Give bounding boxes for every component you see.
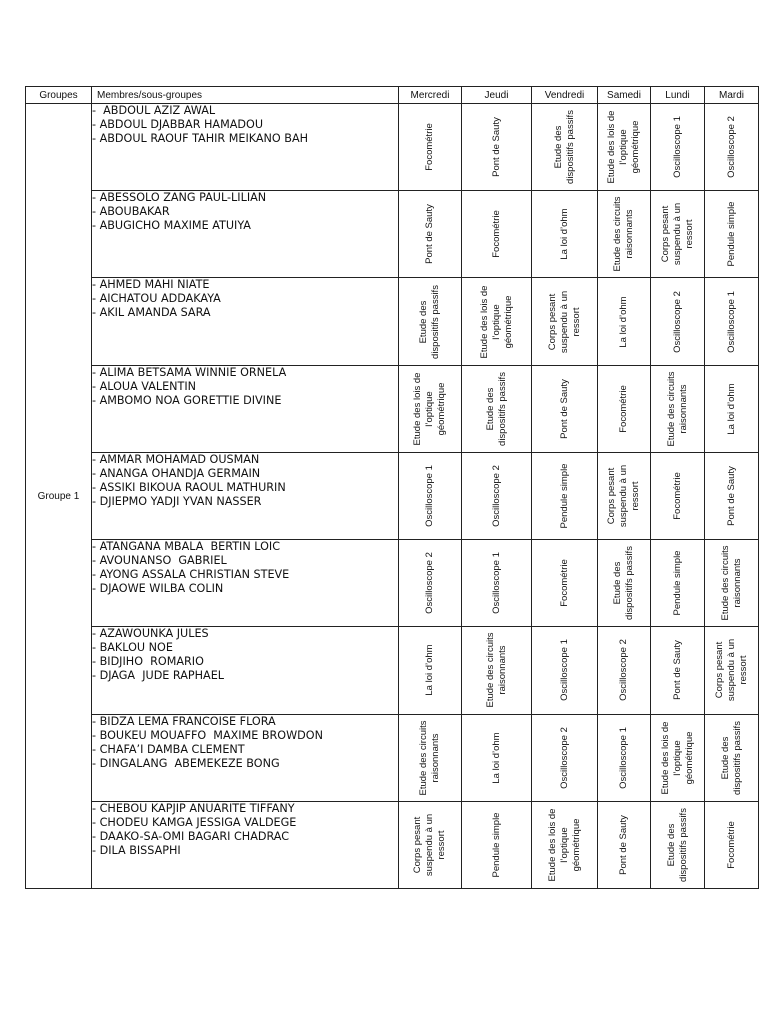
activity-cell bbox=[651, 714, 705, 801]
activity-label: Oscilloscope 2 bbox=[618, 639, 629, 702]
table-row bbox=[26, 452, 759, 539]
activity-label: La loi d’ohm bbox=[725, 383, 737, 435]
members-cell bbox=[92, 801, 399, 888]
table-row bbox=[26, 801, 759, 888]
activity-label: Etude des lois de l’optique géométrique bbox=[412, 372, 447, 446]
member-name: - AVOUNANSO GABRIEL bbox=[92, 554, 227, 568]
activity-label: Oscilloscope 1 bbox=[618, 726, 629, 789]
activity-label: Oscilloscope 1 bbox=[671, 116, 683, 178]
activity-label: Focométrie bbox=[424, 123, 435, 171]
activity-label: Etude des circuits raisonnants bbox=[719, 545, 743, 621]
activity-label: Etude des dispositifs passifs bbox=[665, 807, 689, 882]
table-row bbox=[26, 365, 759, 452]
header-day: Mardi bbox=[705, 87, 759, 104]
activity-label: Focométrie bbox=[490, 210, 502, 259]
activity-cell bbox=[598, 191, 651, 278]
activity-cell bbox=[651, 627, 705, 714]
member-name: - DJIEPMO YADJI YVAN NASSER bbox=[92, 494, 262, 508]
member-name: - ASSIKI BIKOUA RAOUL MATHURIN bbox=[92, 480, 286, 494]
activity-cell bbox=[532, 801, 598, 888]
activity-label: Oscilloscope 1 bbox=[424, 465, 435, 527]
activity-label: Pont de Sauty bbox=[424, 204, 435, 265]
member-name: - BIDZA LEMA FRANCOISE FLORA bbox=[92, 714, 276, 728]
activity-cell bbox=[462, 104, 532, 191]
activity-label: Etude des circuits raisonnants bbox=[612, 196, 635, 272]
activity-label: Oscilloscope 2 bbox=[725, 116, 737, 178]
group-label: Groupe 1 bbox=[26, 104, 92, 889]
activity-cell bbox=[705, 191, 759, 278]
activity-cell bbox=[598, 714, 651, 801]
member-name: - AICHATOU ADDAKAYA bbox=[92, 292, 221, 306]
activity-cell bbox=[399, 627, 462, 714]
table-row bbox=[26, 714, 759, 801]
activity-label: Etude des lois de l’optique géométrique bbox=[478, 285, 514, 358]
activity-label: Corps pesant suspendu à un ressort bbox=[546, 290, 582, 353]
activity-cell bbox=[598, 365, 651, 452]
activity-cell bbox=[532, 714, 598, 801]
activity-label: Corps pesant suspendu à un ressort bbox=[713, 639, 749, 702]
member-name: - AMBOMO NOA GORETTIE DIVINE bbox=[92, 393, 282, 407]
activity-label: Etude des dispositifs passifs bbox=[719, 720, 743, 795]
activity-label: Etude des dispositifs passifs bbox=[484, 371, 508, 446]
activity-cell bbox=[399, 365, 462, 452]
activity-cell bbox=[532, 627, 598, 714]
activity-label: Pendule simple bbox=[490, 812, 502, 878]
member-name: - AKIL AMANDA SARA bbox=[92, 306, 211, 320]
activity-label: Pendule simple bbox=[558, 463, 570, 529]
member-name: - ABDOUL AZIZ AWAL bbox=[92, 104, 216, 117]
activity-cell bbox=[598, 452, 651, 539]
activity-label: Etude des dispositifs passifs bbox=[552, 110, 576, 185]
activity-label: Pont de Sauty bbox=[618, 815, 629, 875]
activity-cell bbox=[532, 104, 598, 191]
activity-cell bbox=[399, 278, 462, 365]
activity-cell bbox=[651, 365, 705, 452]
member-name: - ABUGICHO MAXIME ATUIYA bbox=[92, 219, 251, 233]
members-cell bbox=[92, 627, 399, 714]
member-name: - AYONG ASSALA CHRISTIAN STEVE bbox=[92, 568, 290, 582]
members-cell bbox=[92, 452, 399, 539]
activity-label: Focométrie bbox=[618, 385, 629, 433]
activity-cell bbox=[462, 278, 532, 365]
activity-label: Focométrie bbox=[558, 559, 570, 607]
activity-label: Etude des dispositifs passifs bbox=[612, 546, 635, 621]
activity-cell bbox=[651, 540, 705, 627]
member-name: - ABDOUL RAOUF TAHIR MEIKANO BAH bbox=[92, 132, 309, 145]
activity-cell bbox=[399, 191, 462, 278]
member-name: - ABDOUL DJABBAR HAMADOU bbox=[92, 118, 264, 131]
activity-cell bbox=[651, 801, 705, 888]
activity-cell bbox=[598, 540, 651, 627]
activity-label: Focométrie bbox=[671, 472, 683, 520]
header-day: Jeudi bbox=[462, 87, 532, 104]
activity-cell bbox=[532, 191, 598, 278]
member-name: - DAAKO-SA-OMI BAGARI CHADRAC bbox=[92, 829, 290, 843]
activity-label: Oscilloscope 2 bbox=[490, 465, 502, 527]
member-name: - DJAGA JUDE RAPHAEL bbox=[92, 669, 225, 683]
member-name: - DINGALANG ABEMEKEZE BONG bbox=[92, 756, 280, 770]
activity-label: Oscilloscope 2 bbox=[558, 726, 570, 789]
header-groups: Groupes bbox=[26, 87, 92, 104]
member-name: - DILA BISSAPHI bbox=[92, 843, 181, 857]
activity-cell bbox=[598, 104, 651, 191]
activity-label: Pont de Sauty bbox=[490, 117, 502, 177]
members-cell bbox=[92, 191, 399, 278]
member-name: - CHODEU KAMGA JESSIGA VALDEGE bbox=[92, 815, 297, 829]
activity-cell bbox=[532, 452, 598, 539]
activity-cell bbox=[651, 452, 705, 539]
header-row bbox=[26, 87, 759, 104]
header-members: Membres/sous-groupes bbox=[92, 87, 399, 104]
header-day: Samedi bbox=[598, 87, 651, 104]
activity-label: Oscilloscope 2 bbox=[424, 552, 435, 615]
activity-cell bbox=[399, 104, 462, 191]
table-row bbox=[26, 627, 759, 714]
member-name: - AMMAR MOHAMAD OUSMAN bbox=[92, 452, 260, 466]
activity-cell bbox=[462, 714, 532, 801]
activity-cell bbox=[705, 801, 759, 888]
activity-label: Pont de Sauty bbox=[671, 640, 683, 701]
table-row bbox=[26, 191, 759, 278]
member-name: - BOUKEU MOUAFFO MAXIME BROWDON bbox=[92, 728, 323, 742]
activity-label: Etude des circuits raisonnants bbox=[665, 371, 689, 447]
member-name: - ALIMA BETSAMA WINNIE ORNELA bbox=[92, 365, 287, 379]
activity-cell bbox=[462, 452, 532, 539]
activity-label: Etude des lois de l’optique géométrique bbox=[546, 808, 582, 882]
member-name: - AZAWOUNKA JULES bbox=[92, 627, 209, 641]
activity-label: Focométrie bbox=[725, 821, 737, 869]
activity-cell bbox=[705, 278, 759, 365]
activity-label: La loi d’ohm bbox=[490, 732, 502, 784]
activity-cell bbox=[651, 104, 705, 191]
members-cell bbox=[92, 714, 399, 801]
activity-label: Etude des dispositifs passifs bbox=[418, 284, 441, 359]
header-day: Mercredi bbox=[399, 87, 462, 104]
activity-label: La loi d’ohm bbox=[618, 295, 629, 348]
member-name: - CHAFA’I DAMBA CLEMENT bbox=[92, 742, 245, 756]
member-name: - CHEBOU KAPJIP ANUARITE TIFFANY bbox=[92, 801, 295, 815]
activity-cell bbox=[532, 365, 598, 452]
activity-cell bbox=[598, 801, 651, 888]
activity-cell bbox=[705, 365, 759, 452]
activity-cell bbox=[462, 365, 532, 452]
schedule-table bbox=[25, 86, 759, 889]
member-name: - ATANGANA MBALA BERTIN LOIC bbox=[92, 540, 281, 554]
members-cell bbox=[92, 540, 399, 627]
activity-label: Oscilloscope 2 bbox=[671, 290, 683, 353]
activity-cell bbox=[399, 801, 462, 888]
activity-label: La loi d’ohm bbox=[558, 208, 570, 260]
activity-cell bbox=[399, 714, 462, 801]
members-cell bbox=[92, 365, 399, 452]
member-name: - AHMED MAHI NIATE bbox=[92, 278, 210, 292]
table-row bbox=[26, 540, 759, 627]
member-name: - ANANGA OHANDJA GERMAIN bbox=[92, 466, 261, 480]
activity-cell bbox=[462, 801, 532, 888]
member-name: - BAKLOU NOE bbox=[92, 641, 173, 655]
activity-cell bbox=[462, 540, 532, 627]
activity-cell bbox=[462, 627, 532, 714]
activity-label: Oscilloscope 1 bbox=[558, 639, 570, 702]
header-day: Lundi bbox=[651, 87, 705, 104]
activity-label: Etude des circuits raisonnants bbox=[484, 632, 508, 708]
activity-label: Corps pesant suspendu à un ressort bbox=[606, 464, 641, 528]
activity-cell bbox=[705, 104, 759, 191]
member-name: - DJAOWE WILBA COLIN bbox=[92, 582, 224, 596]
member-name: - ABOUBAKAR bbox=[92, 205, 170, 219]
activity-label: Pont de Sauty bbox=[725, 466, 737, 526]
activity-cell bbox=[651, 191, 705, 278]
member-name: - ALOUA VALENTIN bbox=[92, 379, 197, 393]
activity-label: La loi d’ohm bbox=[424, 644, 435, 697]
activity-cell bbox=[598, 278, 651, 365]
activity-cell bbox=[705, 714, 759, 801]
activity-label: Pendule simple bbox=[725, 201, 737, 267]
activity-label: Etude des circuits raisonnants bbox=[418, 720, 441, 796]
activity-cell bbox=[462, 191, 532, 278]
table-row bbox=[26, 278, 759, 365]
activity-cell bbox=[399, 452, 462, 539]
members-cell bbox=[92, 278, 399, 365]
activity-cell bbox=[651, 278, 705, 365]
member-name: - BIDJIHO ROMARIO bbox=[92, 655, 204, 669]
activity-label: Oscilloscope 1 bbox=[725, 290, 737, 353]
activity-cell bbox=[705, 452, 759, 539]
activity-label: Pont de Sauty bbox=[558, 378, 570, 439]
table-row bbox=[26, 104, 759, 191]
activity-cell bbox=[532, 540, 598, 627]
activity-label: Etude des lois de l’optique géométrique bbox=[606, 110, 641, 184]
activity-label: Oscilloscope 1 bbox=[490, 552, 502, 615]
header-day: Vendredi bbox=[532, 87, 598, 104]
activity-label: Corps pesant suspendu à un ressort bbox=[412, 813, 447, 877]
activity-label: Corps pesant suspendu à un ressort bbox=[659, 203, 695, 266]
activity-label: Pendule simple bbox=[671, 550, 683, 616]
activity-cell bbox=[532, 278, 598, 365]
member-name: - ABESSOLO ZANG PAUL-LILIAN bbox=[92, 191, 267, 205]
activity-cell bbox=[705, 627, 759, 714]
activity-cell bbox=[399, 540, 462, 627]
activity-label: Etude des lois de l’optique géométrique bbox=[659, 721, 695, 795]
members-cell bbox=[92, 104, 399, 191]
activity-cell bbox=[705, 540, 759, 627]
activity-cell bbox=[598, 627, 651, 714]
